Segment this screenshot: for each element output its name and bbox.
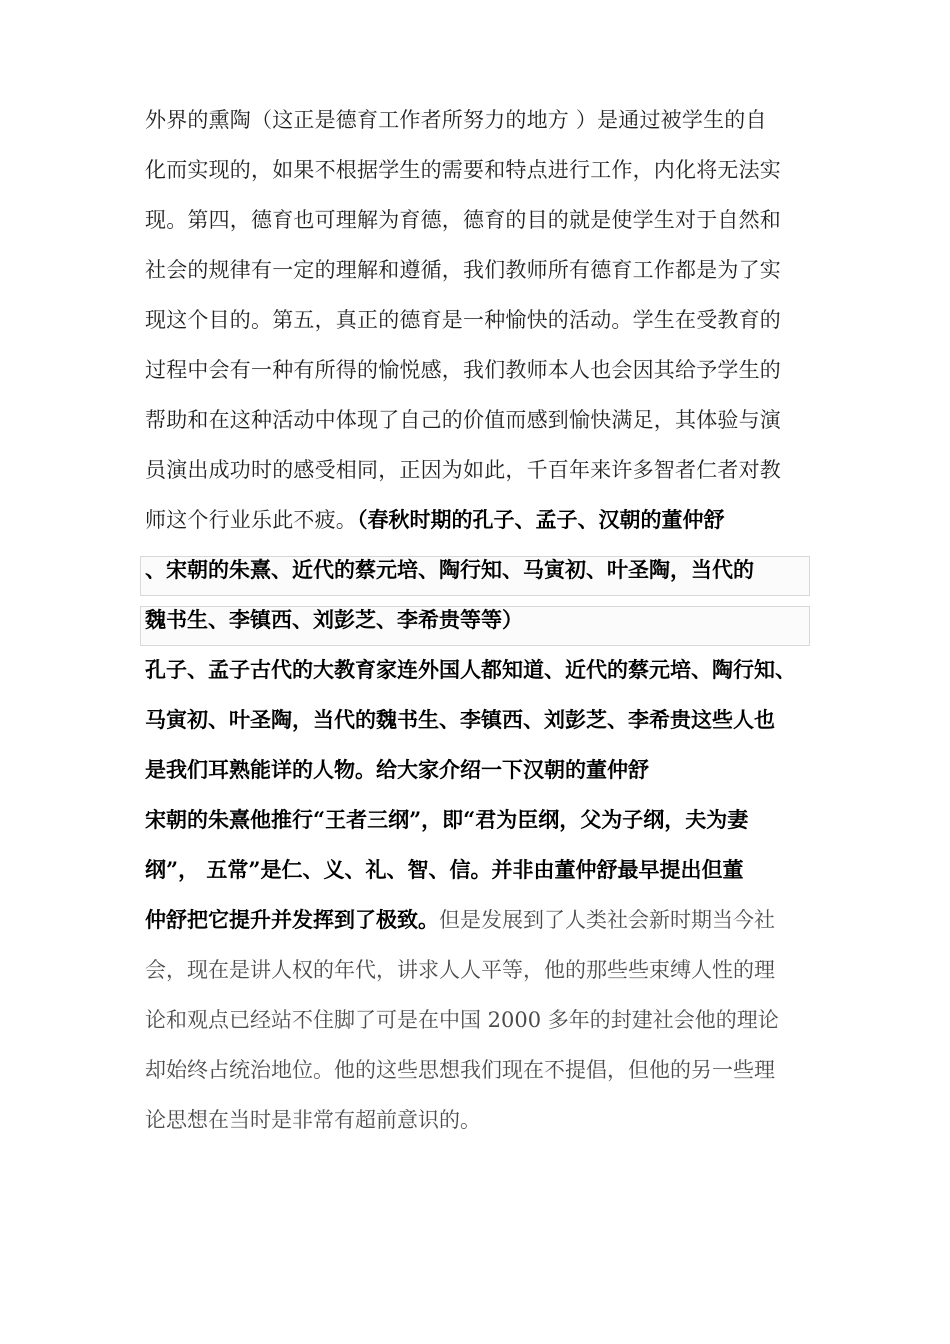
text-line: 现。第四，德育也可理解为育德，德育的目的就是使学生对于自然和 xyxy=(145,208,781,232)
text-line: 社会的规律有一定的理解和遵循，我们教师所有德育工作都是为了实 xyxy=(145,258,781,282)
text-line: 外界的熏陶（这正是德育工作者所努力的地方 ）是通过被学生的自 xyxy=(145,108,767,132)
text-span-bold: 仲舒把它提升并发挥到了极致。 xyxy=(145,907,439,932)
text-line: 帮助和在这种活动中体现了自己的价值而感到愉快满足，其体验与演 xyxy=(145,408,781,432)
text-line: 马寅初、叶圣陶，当代的魏书生、李镇西、刘彭芝、李希贵这些人也 xyxy=(145,707,775,732)
text-line: 宋朝的朱熹他推行“王者三纲”，即“君为臣纲，父为子纲，夫为妻 xyxy=(145,807,749,832)
text-line: 纲”， 五常”是仁、义、礼、智、信。并非由董仲舒最早提出但董 xyxy=(145,857,744,882)
text-line: 论思想在当时是非常有超前意识的。 xyxy=(145,1108,481,1132)
text-line: 、宋朝的朱熹、近代的蔡元培、陶行知、马寅初、叶圣陶，当代的 xyxy=(145,557,754,582)
text-line: 却始终占统治地位。他的这些思想我们现在不提倡，但他的另一些理 xyxy=(145,1058,775,1082)
text-span: 但是发展到了人类社会新时期当今社 xyxy=(439,908,775,932)
text-line: 魏书生、李镇西、刘彭芝、李希贵等等） xyxy=(145,607,523,632)
text-line: 论和观点已经站不住脚了可是在中国 2000 多年的封建社会他的理论 xyxy=(145,1008,779,1032)
text-line: 化而实现的，如果不根据学生的需要和特点进行工作，内化将无法实 xyxy=(145,158,781,182)
text-line: 孔子、孟子古代的大教育家连外国人都知道、近代的蔡元培、陶行知、 xyxy=(145,657,796,682)
text-line xyxy=(145,900,825,940)
text-line: 过程中会有一种有所得的愉悦感，我们教师本人也会因其给予学生的 xyxy=(145,358,781,382)
text-span-bold: （春秋时期的孔子、孟子、汉朝的董仲舒 xyxy=(357,507,725,532)
text-line: 现这个目的。第五，真正的德育是一种愉快的活动。学生在受教育的 xyxy=(145,308,781,332)
text-line: 是我们耳熟能详的人物。给大家介绍一下汉朝的董仲舒 xyxy=(145,757,649,782)
text-line: 会，现在是讲人权的年代，讲求人人平等，他的那些些束缚人性的理 xyxy=(145,958,775,982)
text-span: 师这个行业乐此不疲。 xyxy=(145,508,357,532)
text-line: 员演出成功时的感受相同，正因为如此，千百年来许多智者仁者对教 xyxy=(145,458,781,482)
text-line xyxy=(145,500,825,540)
